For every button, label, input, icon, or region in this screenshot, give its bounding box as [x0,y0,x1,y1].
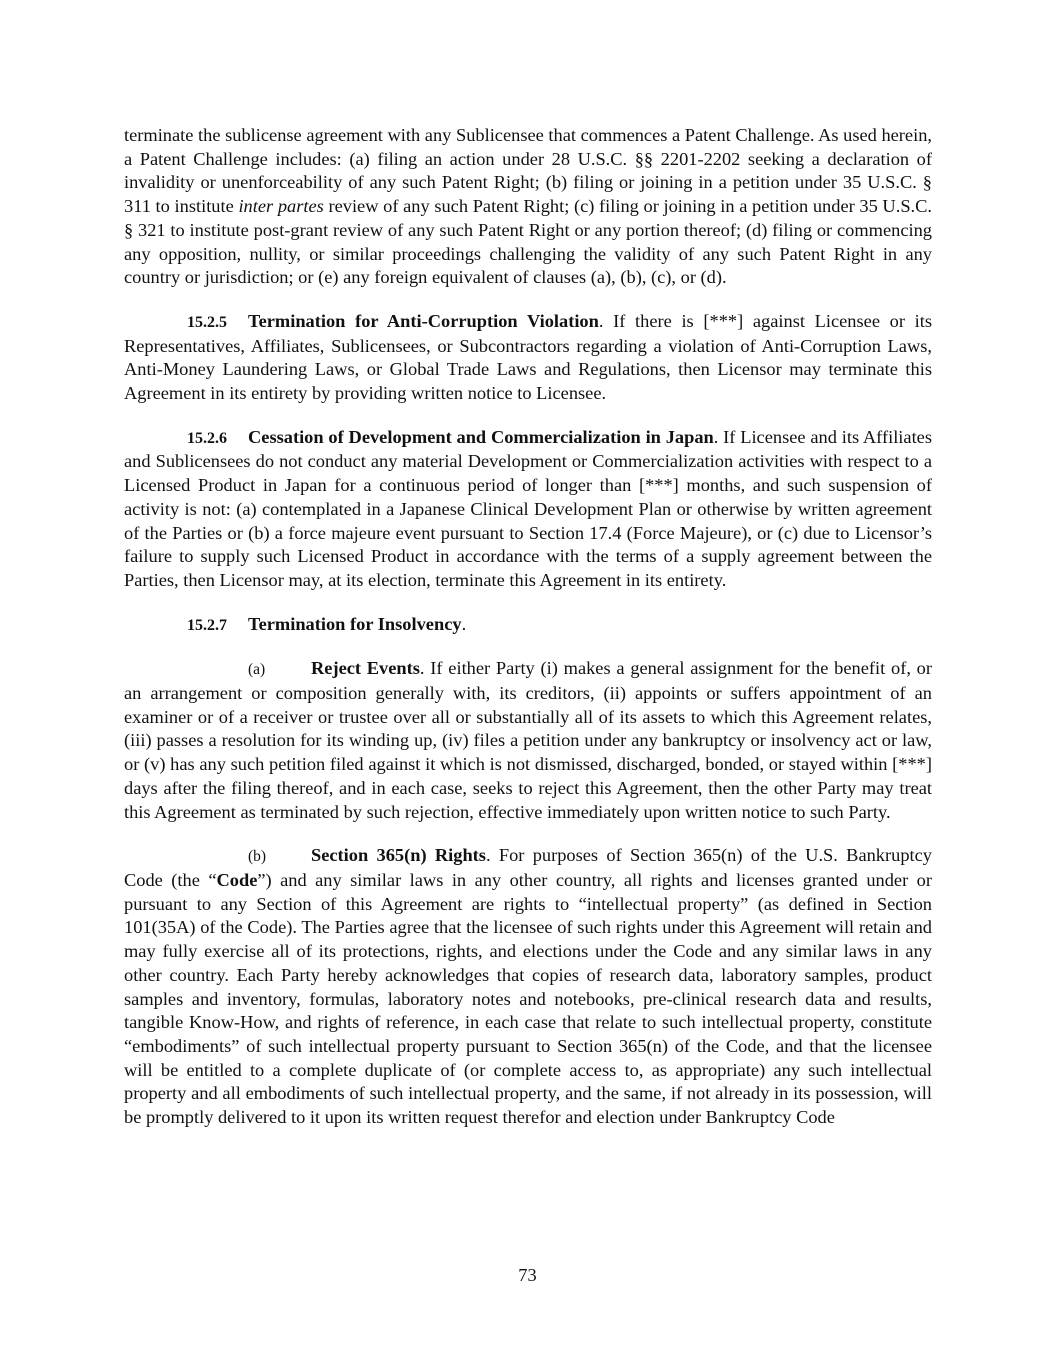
subsection-b-section-365n-rights [124,844,932,1129]
paragraph-text: terminate the sublicense agreement with any Sublicensee that commences a Patent Challenge. As used herein, a Patent Challenge includes: (a) filing an action under 28 U.S.C. §§ 2201-2202 seeking a declaration of invalidity or unenforceability of any such Patent Right; (b) filing or joining in a petition under 35 U.S.C. § 311 to institute [124,125,932,217]
section-body: . [461,613,467,634]
subsection-body: . For purposes of Section 365(n) of the U.S. Bankruptcy Code (the “ [124,845,932,890]
document-page [124,124,932,1150]
section-heading: Cessation of Development and Commercialization in Japan [248,426,714,447]
section-number: 15.2.6 [187,429,227,447]
section-15-2-6 [124,426,932,593]
paragraph-patent-challenge [124,124,932,290]
section-15-2-5 [124,310,932,406]
section-body: . If there is [***] against Licensee or its Representatives, Affiliates, Sublicensees, or Subcontractors regarding a violation of Anti-Corruption Laws, Anti-Money Laundering Laws, or Global Trade Laws and Regulations, then Licensor may terminate this Agreement in its entirety by providing written notice to Licensee. [124,310,932,404]
section-number: 15.2.7 [187,616,227,634]
section-body: . If Licensee and its Affiliates and Sublicensees do not conduct any material Development or Commercialization activities with respect to a Licensed Product in Japan for a continuous period of longer than [***] months, and such suspension of activity is not: (a) contemplated in a Japanese Clinical Development Plan or otherwise by written agreement of the Parties or (b) a force majeure event pursuant to Section 17.4 (Force Majeure), or (c) due to Licensor’s failure to supply such Licensed Product in accordance with the terms of a supply agreement between the Parties, then Licensor may, at its election, terminate this Agreement in its entirety. [124,426,933,590]
section-heading: Termination for Insolvency [248,613,462,634]
page-number: 73 [518,1265,537,1285]
subsection-body: ”) and any similar laws in any other country, all rights and licenses granted under or pursuant to any Section of this Agreement are rights to “intellectual property” (as defined in Section 101(35A) of the Code). The Parties agree that the licensee of such rights under this Agreement will retain and may fully exercise all of its protections, rights, and elections under the Code and any similar laws in any other country. Each Party hereby acknowledges that copies of research data, laboratory samples, product samples and inventory, formulas, laboratory notes and notebooks, pre-clinical research data and results, tangible Know-How, and rights of reference, in each case that relate to such intellectual property, constitute “embodiments” of such intellectual property pursuant to Section 365(n) of the Code, and that the licensee will be entitled to a complete duplicate of (or complete access to, as appropriate) any such intellectual property and all embodiments of such intellectual property, and the same, if not already in its possession, will be promptly delivered to it upon its written request therefor and election under Bankruptcy Code [124,869,932,1128]
subsection-label: (a) [248,661,266,679]
subsection-body: . If either Party (i) makes a general assignment for the benefit of, or an arrangement or composition generally with, its creditors, (ii) appoints or suffers appointment of an examiner or of a receiver or trustee over all or substantially all of its assets to which this Agreement relates, (iii) passes a resolution for its winding up, (iv) files a petition under any bankruptcy or insolvency act or law, or (v) has any such petition filed against it which is not dismissed, discharged, bonded, or stayed within [***] days after the filing thereof, and in each case, seeks to reject this Agreement, then the other Party may treat this Agreement as terminated by such rejection, effective immediately upon written notice to such Party. [124,658,932,822]
defined-term-code: Code [216,869,258,890]
subsection-heading: Reject Events [311,658,420,679]
italic-term: inter partes [238,196,324,217]
subsection-heading: Section 365(n) Rights [311,845,486,866]
subsection-label: (b) [248,848,267,866]
section-number: 15.2.5 [187,313,227,331]
section-heading: Termination for Anti-Corruption Violation [248,310,599,331]
subsection-a-reject-events [124,657,932,824]
section-15-2-7 [124,613,932,638]
paragraph-text: review of any such Patent Right; (c) filing or joining in a petition under 35 U.S.C. § 321 to institute post-grant review of any such Patent Right or any portion thereof; (d) filing or commencing any opposition, nullity, or similar proceedings challenging the validity of any such Patent Right in any country or jurisdiction; or (e) any foreign equivalent of clauses (a), (b), (c), or (d). [124,196,933,288]
